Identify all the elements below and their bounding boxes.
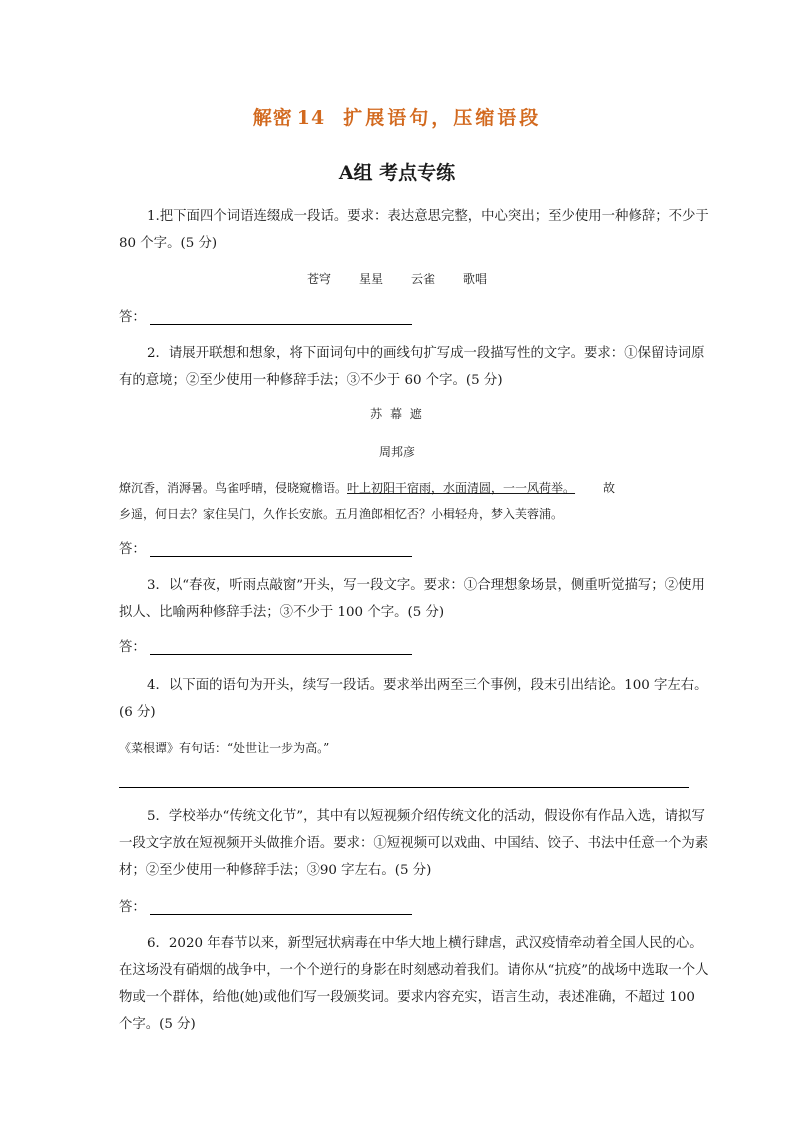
section-number: 14 [296, 107, 326, 129]
question-2 [119, 340, 709, 394]
poem-line: 燎沉香，消溽暑。鸟雀呼晴，侵晓窥檐语。 [119, 481, 348, 495]
question-2-text: 2．请展开联想和想象，将下面词句中的画线句扩写成一段描写性的文字。要求：①保留诗词原有的意境；②至少使用一种修辞手法；③不少于 60 个字。(5 分) [119, 346, 705, 388]
answer-line-1 [119, 306, 412, 325]
answer-label: 答： [119, 640, 146, 655]
question-4-text: 4．以下面的语句为开头，续写一段话。要求举出两至三个事例，段末引出结论。100 字左右。(6 分) [119, 678, 708, 720]
word-list [0, 270, 794, 287]
poem-line: 乡遥，何日去？家住吴门，久作长安旅。五月渔郎相忆否？小楫轻舟，梦入芙蓉浦。 [119, 507, 564, 521]
poem-author: 周邦彦 [378, 445, 415, 459]
word-item: 歌唱 [463, 272, 488, 286]
answer-blank[interactable] [150, 900, 412, 915]
question-3 [119, 572, 709, 626]
answer-label: 答： [119, 310, 146, 325]
group-title: A组 考点专练 [338, 162, 456, 184]
poem-underlined-line: 叶上初阳干宿雨，水面清圆，一一风荷举。 [347, 481, 576, 495]
question-1 [119, 203, 709, 257]
question-3-text: 3．以“春夜，听雨点敲窗”开头，写一段文字。要求：①合理想象场景，侧重听觉描写；②使用拟人、比喻两种修辞手法；③不少于 100 个字。(5 分) [119, 578, 705, 620]
word-item: 云雀 [411, 272, 436, 286]
section-subtitle: 扩展语句，压缩语段 [343, 107, 542, 129]
answer-label: 答： [119, 900, 146, 915]
question-4 [119, 672, 709, 726]
answer-line-5 [119, 896, 412, 915]
poem-line: 故 [603, 481, 616, 495]
answer-label: 答： [119, 542, 146, 557]
question-6-text: 6．2020 年春节以来，新型冠状病毒在中华大地上横行肆虐，武汉疫情牵动着全国人民的心。在这场没有硝烟的战争中，一个个逆行的身影在时刻感动着我们。请你从“抗疫”的战场中选取一个人物或一个群体，给他(她)或他们写一段颁奖词。要求内容充实，语言生动，表述准确，不超过 100 个字。(5 分) [119, 936, 709, 1032]
quote-text: 《菜根谭》有句话：“处世让一步为高。” [119, 741, 330, 755]
answer-blank[interactable] [150, 640, 412, 655]
answer-blank[interactable] [150, 542, 412, 557]
poem-title: 苏 幕 遮 [370, 407, 424, 421]
word-item: 苍穹 [306, 272, 331, 286]
question-5-text: 5．学校举办“传统文化节”，其中有以短视频介绍传统文化的活动，假设你有作品入选，请拟写一段文字放在短视频开头做推介语。要求：①短视频可以戏曲、中国结、饺子、书法中任意一个为素材；②至少使用一种修辞手法；③90 字左右。(5 分) [119, 809, 709, 878]
question-6 [119, 930, 709, 1038]
answer-long-line[interactable] [119, 787, 689, 788]
section-title [0, 103, 794, 130]
answer-line-2 [119, 538, 412, 557]
section-label: 解密 [252, 107, 293, 129]
question-1-text: 1.把下面四个词语连缀成一段话。要求：表达意思完整，中心突出；至少使用一种修辞；不少于 80 个字。(5 分) [119, 209, 709, 251]
question-5 [119, 803, 709, 884]
answer-line-3 [119, 636, 412, 655]
poem-text [119, 475, 709, 527]
answer-blank[interactable] [150, 310, 412, 325]
word-item: 星星 [358, 272, 383, 286]
